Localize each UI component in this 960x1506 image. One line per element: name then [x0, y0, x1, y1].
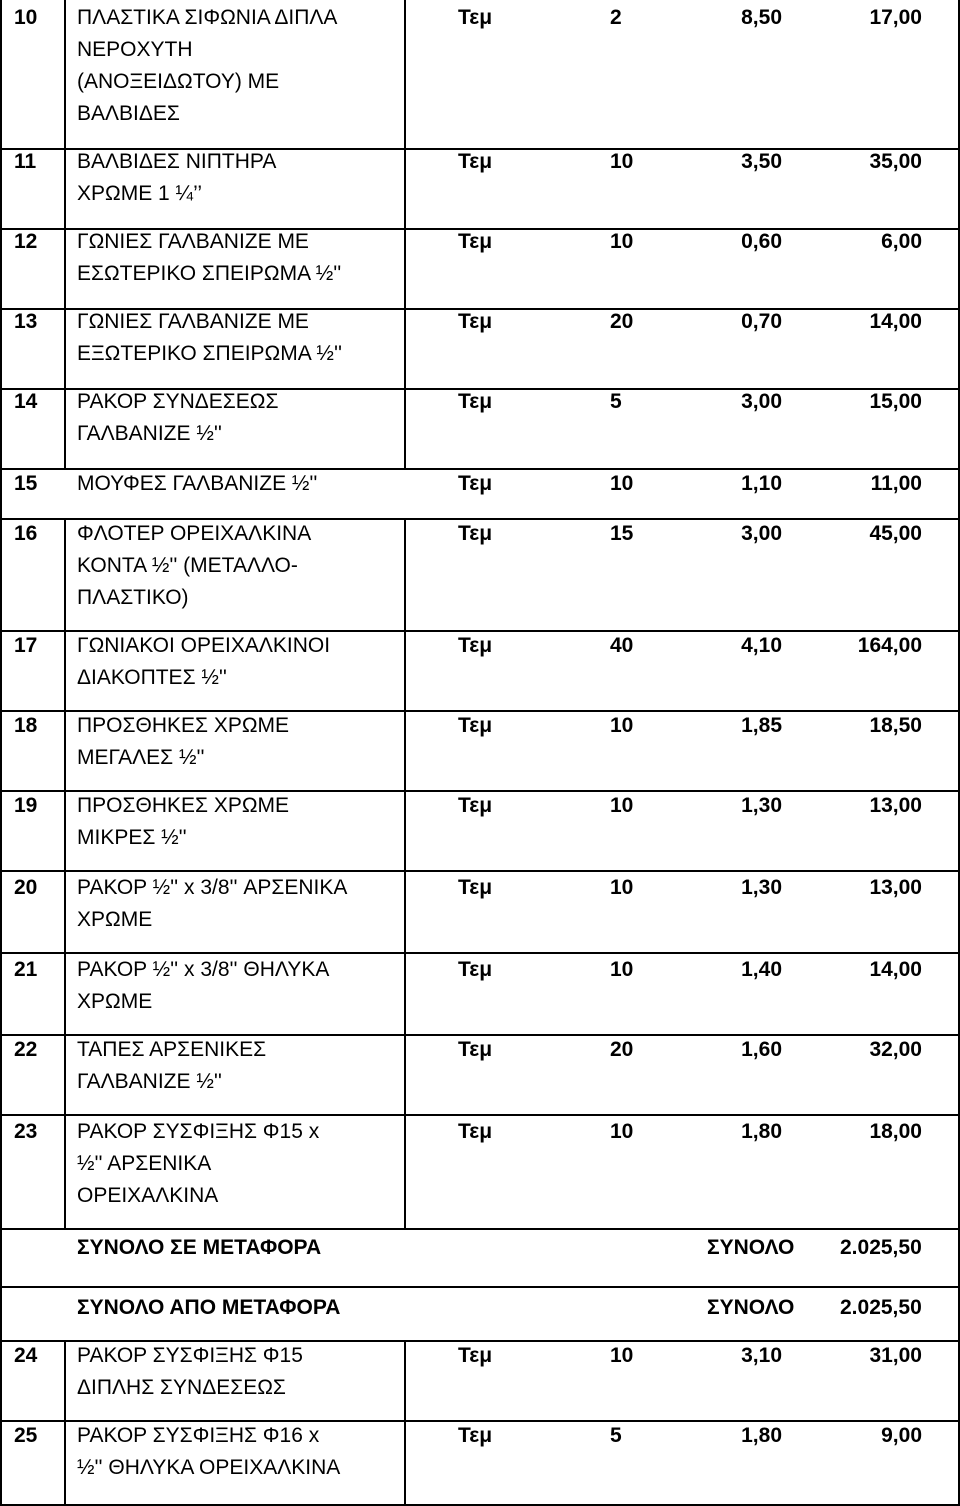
item-number: 18: [14, 714, 38, 737]
item-unit-price: 3,00: [741, 390, 782, 413]
item-total: 35,00: [869, 150, 922, 173]
item-number: 16: [14, 522, 38, 545]
item-unit: Τεμ: [458, 150, 493, 173]
item-total: 32,00: [869, 1038, 922, 1061]
item-unit-price: 1,85: [741, 714, 782, 737]
item-description-line: ΡΑΚΟΡ ΣΥΣΦΙΞΗΣ Φ15: [77, 1344, 303, 1367]
item-unit: Τεμ: [458, 714, 493, 737]
item-total: 14,00: [869, 958, 922, 981]
item-unit-price: 1,10: [741, 472, 782, 495]
item-description-line: ΤΑΠΕΣ ΑΡΣΕΝΙΚΕΣ: [77, 1038, 267, 1061]
row-divider: [0, 1228, 960, 1230]
item-quantity: 10: [610, 958, 634, 981]
item-unit: Τεμ: [458, 1424, 493, 1447]
item-unit: Τεμ: [458, 1120, 493, 1143]
item-number: 11: [14, 150, 37, 173]
item-number: 13: [14, 310, 38, 333]
item-quantity: 10: [610, 794, 634, 817]
item-description-line: ΟΡΕΙΧΑΛΚΙΝΑ: [77, 1184, 219, 1207]
item-description-line: ΧΡΩΜΕ: [77, 908, 153, 931]
item-number: 10: [14, 6, 38, 29]
item-quantity: 20: [610, 310, 634, 333]
item-number: 14: [14, 390, 38, 413]
item-unit-price: 3,50: [741, 150, 782, 173]
brought-forward-word: ΣΥΝΟΛΟ: [707, 1296, 795, 1319]
item-number: 21: [14, 958, 38, 981]
item-unit: Τεμ: [458, 1038, 493, 1061]
item-total: 13,00: [869, 876, 922, 899]
item-description-line: ΧΡΩΜΕ 1 ¼’’: [77, 182, 203, 205]
item-description-line: ΝΕΡΟΧΥΤΗ: [77, 38, 193, 61]
item-quantity: 10: [610, 1120, 634, 1143]
item-quantity: 10: [610, 714, 634, 737]
brought-forward-label: ΣΥΝΟΛΟ ΑΠΟ ΜΕΤΑΦΟΡΑ: [77, 1296, 341, 1319]
column-divider: [404, 1340, 406, 1506]
item-description-line: ΓΑΛΒΑΝΙΖΕ ½'': [77, 1070, 222, 1093]
item-total: 15,00: [869, 390, 922, 413]
item-description-line: ΕΣΩΤΕΡΙΚΟ ΣΠΕΙΡΩΜΑ ½'': [77, 262, 342, 285]
item-description-line: ΔΙΠΛΗΣ ΣΥΝΔΕΣΕΩΣ: [77, 1376, 286, 1399]
item-quantity: 10: [610, 150, 634, 173]
row-divider: [0, 1286, 960, 1288]
item-description-line: ΓΩΝΙΕΣ ΓΑΛΒΑΝΙΖΕ ΜΕ: [77, 230, 309, 253]
item-description-line: ½'' ΘΗΛΥΚΑ ΟΡΕΙΧΑΛΚΙΝΑ: [77, 1456, 341, 1479]
item-description-line: ΜΟΥΦΕΣ ΓΑΛΒΑΝΙΖΕ ½'': [77, 472, 318, 495]
item-unit: Τεμ: [458, 634, 493, 657]
item-number: 12: [14, 230, 38, 253]
item-description-line: ΚΟΝΤΑ ½'' (ΜΕΤΑΛΛΟ-: [77, 554, 298, 577]
item-total: 6,00: [881, 230, 922, 253]
item-unit: Τεμ: [458, 876, 493, 899]
column-divider: [64, 0, 66, 470]
item-number: 25: [14, 1424, 38, 1447]
item-description-line: ΦΛΟΤΕΡ ΟΡΕΙΧΑΛΚΙΝΑ: [77, 522, 312, 545]
item-unit: Τεμ: [458, 472, 493, 495]
carry-forward-word: ΣΥΝΟΛΟ: [707, 1236, 795, 1259]
item-quantity: 10: [610, 472, 634, 495]
item-quantity: 5: [610, 390, 622, 413]
item-unit: Τεμ: [458, 390, 493, 413]
item-unit: Τεμ: [458, 310, 493, 333]
item-quantity: 10: [610, 876, 634, 899]
item-unit-price: 1,80: [741, 1120, 782, 1143]
column-divider: [64, 1340, 66, 1506]
item-description-line: ΡΑΚΟΡ ½'' x 3/8'' ΑΡΣΕΝΙΚΑ: [77, 876, 348, 899]
item-quantity: 40: [610, 634, 634, 657]
item-quantity: 10: [610, 1344, 634, 1367]
item-description-line: ΓΩΝΙΑΚΟΙ ΟΡΕΙΧΑΛΚΙΝΟΙ: [77, 634, 331, 657]
item-description-line: ΡΑΚΟΡ ΣΥΣΦΙΞΗΣ Φ16 x: [77, 1424, 320, 1447]
item-description-line: ΧΡΩΜΕ: [77, 990, 153, 1013]
column-divider: [64, 518, 66, 1230]
item-unit-price: 3,10: [741, 1344, 782, 1367]
brought-forward-value: 2.025,50: [840, 1296, 922, 1319]
item-unit: Τεμ: [458, 1344, 493, 1367]
item-description-line: ΡΑΚΟΡ ½'' x 3/8'' ΘΗΛΥΚΑ: [77, 958, 330, 981]
item-total: 9,00: [881, 1424, 922, 1447]
item-number: 19: [14, 794, 38, 817]
carry-forward-label: ΣΥΝΟΛΟ ΣΕ ΜΕΤΑΦΟΡΑ: [77, 1236, 322, 1259]
item-description-line: ΓΑΛΒΑΝΙΖΕ ½'': [77, 422, 222, 445]
item-unit: Τεμ: [458, 522, 493, 545]
item-unit: Τεμ: [458, 794, 493, 817]
item-description-line: ΠΛΑΣΤΙΚΑ ΣΙΦΩΝΙΑ ΔΙΠΛΑ: [77, 6, 338, 29]
item-total: 45,00: [869, 522, 922, 545]
item-total: 17,00: [869, 6, 922, 29]
item-description-line: (ΑΝΟΞΕΙΔΩΤΟΥ) ΜΕ: [77, 70, 280, 93]
item-description-line: ΔΙΑΚΟΠΤΕΣ ½'': [77, 666, 227, 689]
item-quantity: 5: [610, 1424, 622, 1447]
item-description-line: ΠΡΟΣΘΗΚΕΣ ΧΡΩΜΕ: [77, 714, 290, 737]
table-border-left: [0, 0, 2, 1506]
item-unit: Τεμ: [458, 6, 493, 29]
item-number: 20: [14, 876, 38, 899]
item-number: 22: [14, 1038, 38, 1061]
item-number: 24: [14, 1344, 38, 1367]
item-unit-price: 0,60: [741, 230, 782, 253]
column-divider: [404, 0, 406, 470]
item-number: 17: [14, 634, 38, 657]
item-description-line: ½'' ΑΡΣΕΝΙΚΑ: [77, 1152, 212, 1175]
item-quantity: 10: [610, 230, 634, 253]
item-total: 14,00: [869, 310, 922, 333]
item-total: 18,00: [869, 1120, 922, 1143]
item-description-line: ΡΑΚΟΡ ΣΥΣΦΙΞΗΣ Φ15 x: [77, 1120, 320, 1143]
carry-forward-value: 2.025,50: [840, 1236, 922, 1259]
item-description-line: ΓΩΝΙΕΣ ΓΑΛΒΑΝΙΖΕ ΜΕ: [77, 310, 309, 333]
item-unit-price: 8,50: [741, 6, 782, 29]
item-description-line: ΠΡΟΣΘΗΚΕΣ ΧΡΩΜΕ: [77, 794, 290, 817]
item-unit-price: 0,70: [741, 310, 782, 333]
item-number: 23: [14, 1120, 38, 1143]
item-description-line: ΠΛΑΣΤΙΚΟ): [77, 586, 189, 609]
item-quantity: 20: [610, 1038, 634, 1061]
item-unit-price: 1,80: [741, 1424, 782, 1447]
item-total: 164,00: [857, 634, 922, 657]
item-unit: Τεμ: [458, 958, 493, 981]
column-divider: [404, 518, 406, 1230]
item-unit-price: 1,40: [741, 958, 782, 981]
item-total: 11,00: [870, 472, 922, 495]
item-description-line: ΜΙΚΡΕΣ ½'': [77, 826, 187, 849]
item-description-line: ΡΑΚΟΡ ΣΥΝΔΕΣΕΩΣ: [77, 390, 279, 413]
item-description-line: ΒΑΛΒΙΔΕΣ: [77, 102, 180, 125]
item-number: 15: [14, 472, 38, 495]
item-unit: Τεμ: [458, 230, 493, 253]
item-total: 18,50: [869, 714, 922, 737]
item-description-line: ΒΑΛΒΙΔΕΣ ΝΙΠΤΗΡΑ: [77, 150, 277, 173]
item-description-line: ΜΕΓΑΛΕΣ ½'': [77, 746, 205, 769]
item-unit-price: 1,30: [741, 876, 782, 899]
item-description-line: ΕΞΩΤΕΡΙΚΟ ΣΠΕΙΡΩΜΑ ½'': [77, 342, 342, 365]
item-quantity: 15: [610, 522, 634, 545]
item-unit-price: 3,00: [741, 522, 782, 545]
item-total: 13,00: [869, 794, 922, 817]
item-total: 31,00: [869, 1344, 922, 1367]
item-unit-price: 1,30: [741, 794, 782, 817]
item-unit-price: 1,60: [741, 1038, 782, 1061]
item-quantity: 2: [610, 6, 622, 29]
item-unit-price: 4,10: [741, 634, 782, 657]
